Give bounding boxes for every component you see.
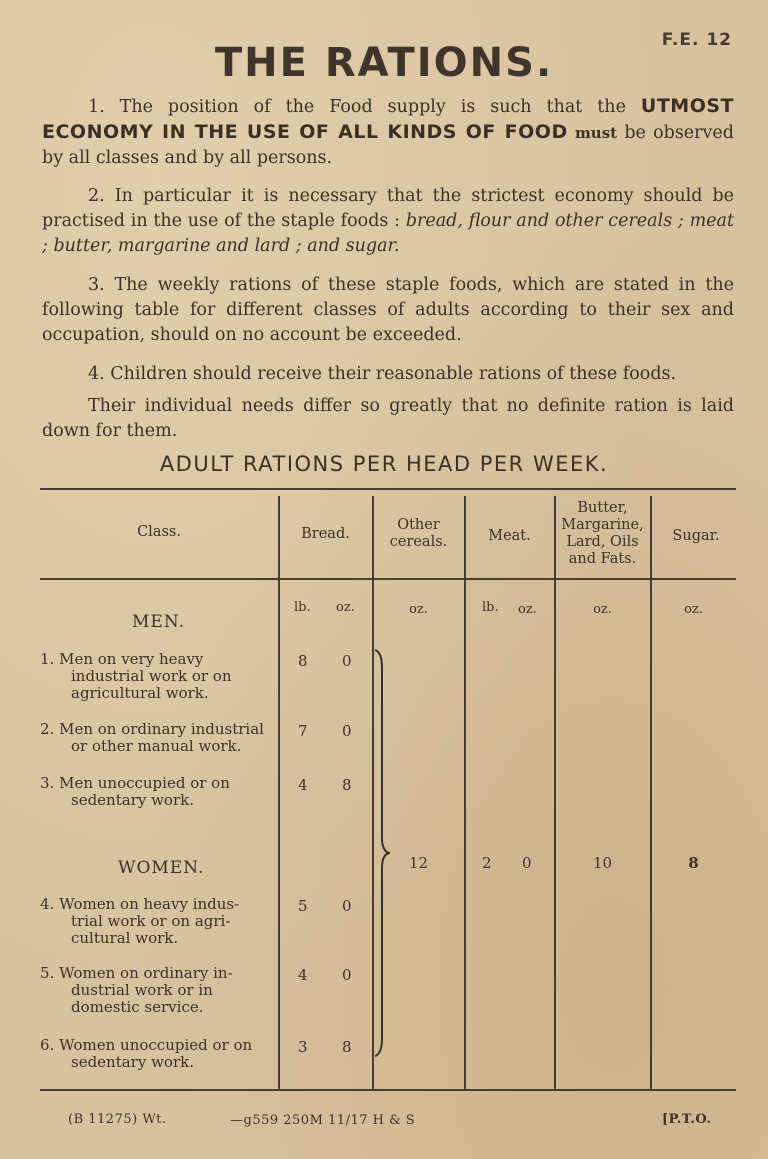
footer-print-code: (B 11275) Wt. bbox=[68, 1112, 167, 1127]
bread-oz-value: 0 bbox=[342, 897, 352, 915]
bread-lb-value: 5 bbox=[298, 897, 308, 915]
bread-lb-value: 8 bbox=[298, 652, 308, 670]
column-divider bbox=[650, 496, 652, 1089]
bread-lb-value: 7 bbox=[298, 722, 308, 740]
paragraph-2-foods: bread, flour and other cereals ; meat ; butter, margarine and lard ; and sugar. bbox=[42, 211, 734, 256]
unit-meat-oz: oz. bbox=[518, 602, 537, 617]
form-number: F.E. 12 bbox=[661, 30, 732, 50]
paragraph-3: 3. The weekly rations of these staple foods, which are stated in the following table for different classes of adults according to their sex and occupation, should on no account be exceeded. bbox=[42, 275, 734, 345]
paragraph-1 bbox=[42, 94, 734, 171]
header-cereals-line: Other bbox=[397, 517, 440, 533]
footer-batch: —g559 250M 11/17 H & S bbox=[230, 1113, 416, 1128]
column-divider bbox=[464, 496, 466, 1089]
class-line: cultural work. bbox=[71, 929, 179, 947]
class-line: 1. Men on very heavy bbox=[40, 650, 204, 668]
table-row bbox=[40, 775, 270, 809]
header-class: Class. bbox=[137, 524, 181, 540]
class-line: 4. Women on heavy indus- bbox=[40, 895, 240, 913]
paragraph-2-text: 2. In particular it is necessary that the strictest economy should be practised in the use of the staple foods : bbox=[42, 186, 734, 231]
class-line: dustrial work or in bbox=[71, 981, 213, 999]
fats-value: 10 bbox=[592, 854, 613, 872]
paragraph-5: Their individual needs differ so greatly that no definite ration is laid down for them. bbox=[42, 396, 734, 441]
table-row bbox=[40, 965, 270, 1016]
class-line: agricultural work. bbox=[71, 684, 209, 702]
class-line: 2. Men on ordinary industrial bbox=[40, 720, 264, 738]
class-line: domestic service. bbox=[71, 998, 204, 1016]
table-top-rule bbox=[40, 488, 736, 490]
men-heading: MEN. bbox=[132, 612, 186, 632]
class-line: 6. Women unoccupied or on bbox=[40, 1036, 253, 1054]
class-line: sedentary work. bbox=[71, 1053, 194, 1071]
bread-oz-value: 0 bbox=[342, 652, 352, 670]
meat-lb-value: 2 bbox=[482, 854, 492, 872]
table-row bbox=[40, 1037, 270, 1071]
bread-oz-value: 0 bbox=[342, 966, 352, 984]
table-bottom-rule bbox=[40, 1089, 736, 1091]
brace-icon bbox=[370, 648, 390, 1058]
unit-meat-lb: lb. bbox=[482, 600, 499, 615]
bread-lb-value: 4 bbox=[298, 966, 308, 984]
class-line: industrial work or on bbox=[71, 667, 232, 685]
unit-cereals: oz. bbox=[409, 602, 428, 617]
unit-bread-oz: oz. bbox=[336, 600, 355, 615]
table-row bbox=[40, 896, 270, 947]
bread-oz-value: 0 bbox=[342, 722, 352, 740]
header-fats bbox=[555, 500, 650, 568]
class-line: 3. Men unoccupied or on bbox=[40, 774, 230, 792]
bread-oz-value: 8 bbox=[342, 776, 352, 794]
header-cereals-line: cereals. bbox=[389, 534, 448, 550]
paragraph-1-text: 1. The position of the Food supply is such that the bbox=[88, 97, 626, 117]
table-title: ADULT RATIONS PER HEAD PER WEEK. bbox=[159, 452, 609, 476]
paragraph-1-end: be observed by all classes and by all persons. bbox=[42, 123, 734, 168]
paragraph-1-must: must bbox=[574, 124, 618, 142]
class-line: trial work or on agri- bbox=[71, 912, 231, 930]
bread-oz-value: 8 bbox=[342, 1038, 352, 1056]
footer-pto: [P.T.O. bbox=[662, 1112, 712, 1127]
bread-lb-value: 3 bbox=[298, 1038, 308, 1056]
class-line: or other manual work. bbox=[71, 737, 242, 755]
class-line: 5. Women on ordinary in- bbox=[40, 964, 233, 982]
header-fats-line: Lard, Oils bbox=[566, 534, 639, 550]
header-meat: Meat. bbox=[488, 528, 531, 544]
paragraph-4: 4. Children should receive their reasonable rations of these foods. bbox=[88, 364, 677, 384]
header-sugar: Sugar. bbox=[672, 528, 720, 544]
paragraph-1-emphasis: UTMOST ECONOMY IN THE USE OF ALL KINDS OF FOOD bbox=[42, 95, 734, 143]
bread-lb-value: 4 bbox=[298, 776, 308, 794]
paragraph-2 bbox=[42, 184, 734, 259]
table-row bbox=[40, 651, 270, 702]
header-bread: Bread. bbox=[301, 526, 350, 542]
header-fats-line: Margarine, bbox=[561, 517, 644, 533]
sugar-value: 8 bbox=[688, 854, 699, 872]
header-fats-line: Butter, bbox=[577, 500, 628, 516]
column-divider bbox=[554, 496, 556, 1089]
header-fats-line: and Fats. bbox=[568, 551, 637, 567]
women-heading: WOMEN. bbox=[118, 858, 205, 878]
meat-oz-value: 0 bbox=[522, 854, 532, 872]
header-cereals bbox=[373, 517, 464, 551]
table-header-rule bbox=[40, 578, 736, 580]
unit-fats: oz. bbox=[593, 602, 612, 617]
cereals-value: 12 bbox=[408, 854, 429, 872]
table-row bbox=[40, 721, 270, 755]
column-divider bbox=[278, 496, 280, 1089]
unit-bread-lb: lb. bbox=[294, 600, 311, 615]
unit-sugar: oz. bbox=[684, 602, 703, 617]
class-line: sedentary work. bbox=[71, 791, 194, 809]
page-title: THE RATIONS. bbox=[214, 40, 554, 86]
